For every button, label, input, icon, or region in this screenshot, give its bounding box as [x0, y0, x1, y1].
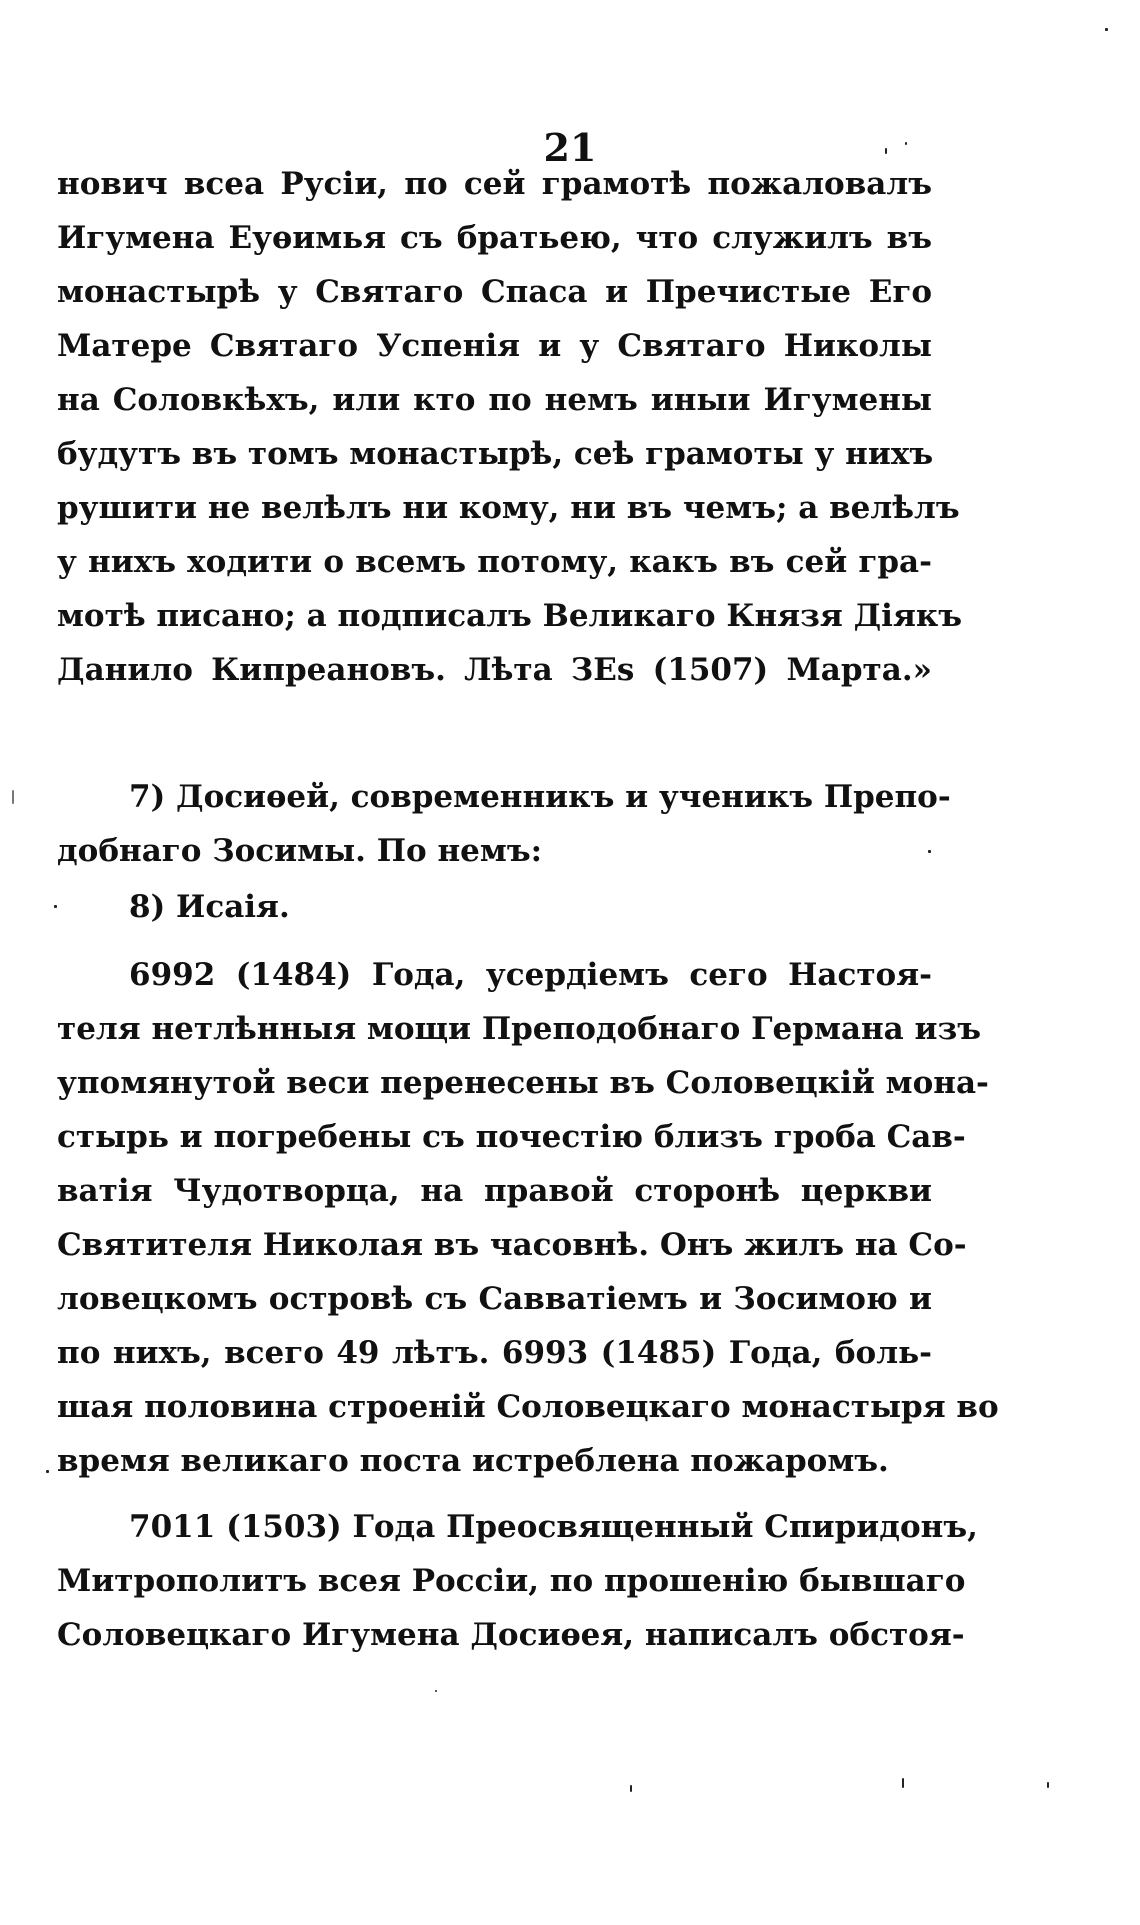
- scan-speck: [1047, 1782, 1049, 1788]
- scan-speck: [54, 905, 57, 908]
- text-line: ватія Чудотворца, на правой сторонѣ церкви: [57, 1173, 932, 1209]
- text-line: Митрополитъ всея Россіи, по прошенію бывшаго: [57, 1563, 966, 1599]
- paragraph-year-6992: [57, 948, 999, 1488]
- text-line: упомянутой веси перенесены въ Соловецкій мона-: [57, 1065, 989, 1101]
- text-line: стырь и погребены съ почестію близъ гроба Сав-: [57, 1119, 966, 1155]
- text-line: время великаго поста истреблена пожаромъ.: [57, 1443, 889, 1479]
- text-line: 7) Досиѳей, современникъ и ученикъ Препо-: [129, 779, 951, 815]
- text-line: 6992 (1484) Года, усердіемъ сего Настоя-: [129, 957, 932, 993]
- scan-speck: [630, 1785, 632, 1792]
- paragraph-year-7011: [57, 1500, 978, 1662]
- paragraph-item-8: [57, 880, 932, 934]
- text-line: рушити не велѣлъ ни кому, ни въ чемъ; а велѣлъ: [57, 490, 960, 526]
- scan-speck: [1105, 28, 1108, 31]
- scan-speck: [902, 1778, 904, 1788]
- paragraph-charter-quote: [57, 157, 963, 697]
- text-line: мотѣ писано; а подписалъ Великаго Князя Діякъ: [57, 598, 963, 634]
- text-line: у нихъ ходити о всемъ потому, какъ въ сей гра-: [57, 544, 932, 580]
- scan-speck: [46, 1470, 49, 1473]
- page-number: 21: [543, 125, 597, 170]
- text-line: Игумена Еуѳимья съ братьею, что служилъ въ: [57, 220, 932, 256]
- text-line: нович всеа Русіи, по сей грамотѣ пожаловалъ: [57, 166, 932, 202]
- text-line: по нихъ, всего 49 лѣтъ. 6993 (1485) Года, боль-: [57, 1335, 932, 1371]
- scan-speck: [12, 790, 14, 804]
- text-line: 7011 (1503) Года Преосвященный Спиридонъ,: [129, 1509, 978, 1545]
- text-line: монастырѣ у Святаго Спаса и Пречистые Его: [57, 274, 932, 310]
- scan-speck: [928, 850, 931, 853]
- text-line: Соловецкаго Игумена Досиѳея, написалъ обстоя-: [57, 1617, 965, 1653]
- text-line: будутъ въ томъ монастырѣ, сеѣ грамоты у нихъ: [57, 436, 934, 472]
- scan-speck: [905, 142, 907, 145]
- scan-speck: [435, 1690, 437, 1692]
- text-line: ловецкомъ островѣ съ Савватіемъ и Зосимою и: [57, 1281, 932, 1317]
- text-line: шая половина строеній Соловецкаго монастыря во: [57, 1389, 999, 1425]
- text-line: теля нетлѣнныя мощи Преподобнаго Германа изъ: [57, 1011, 982, 1047]
- paragraph-item-7: [57, 770, 951, 878]
- text-line: Святителя Николая въ часовнѣ. Онъ жилъ на Со-: [57, 1227, 967, 1263]
- text-line: Данило Кипреановъ. Лѣта ЗЕs (1507) Марта.»: [57, 652, 932, 688]
- scan-speck: [885, 148, 887, 154]
- text-line: на Соловкѣхъ, или кто по немъ иныи Игумены: [57, 382, 932, 418]
- text-line: 8) Исаія.: [129, 889, 290, 925]
- text-line: добнаго Зосимы. По немъ:: [57, 833, 543, 869]
- text-line: Матере Святаго Успенія и у Святаго Николы: [57, 328, 932, 364]
